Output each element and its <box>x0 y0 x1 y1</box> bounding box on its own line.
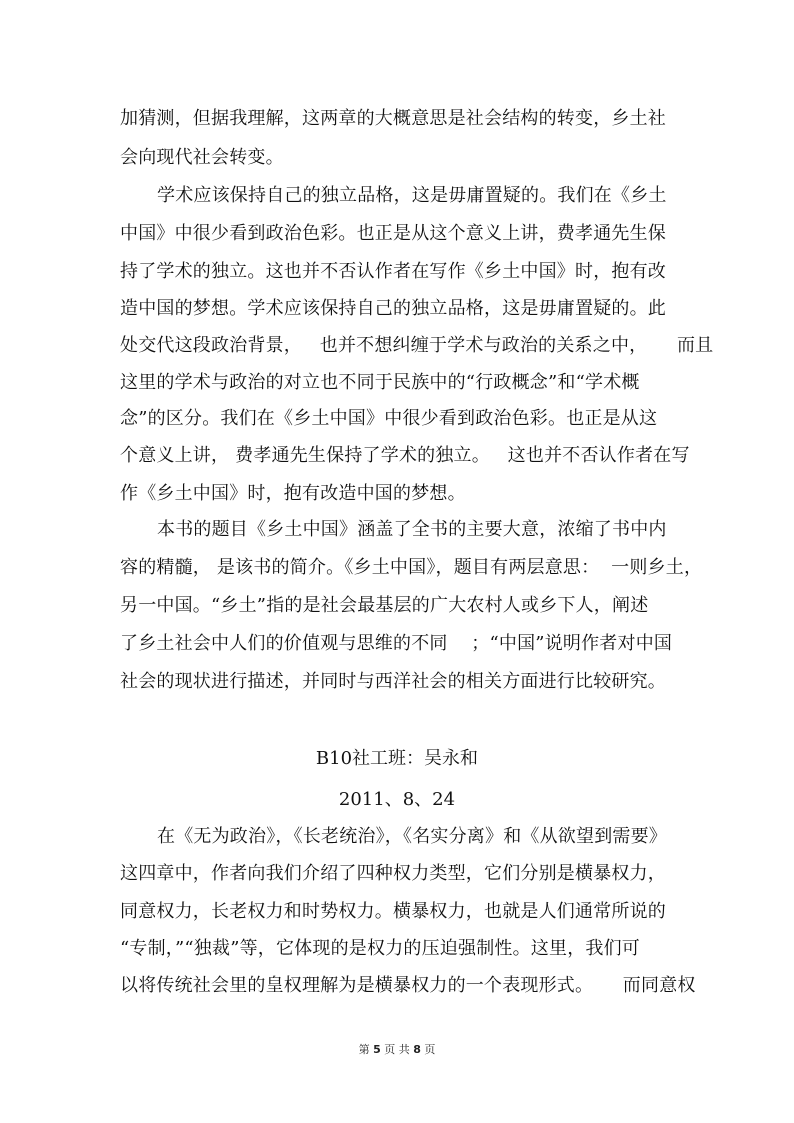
footer-current-page: 5 <box>373 1043 381 1056</box>
p2-line-2: 中国》中很少看到政治色彩。也正是从这个意义上讲，费孝通先生保 <box>120 223 666 244</box>
footer-total-pages: 8 <box>413 1043 421 1056</box>
p3-line-3: 另一中国。“乡土”指的是社会最基层的广大农村人或乡下人，阐述 <box>120 595 649 616</box>
p3-line-1: 本书的题目《乡土中国》涵盖了全书的主要大意，浓缩了书中内 <box>157 519 667 540</box>
p4-line-5: 以将传统社会里的皇权理解为是横暴权力的一个表现形式。 而同意权 <box>120 975 696 996</box>
footer-middle: 页 共 <box>384 1043 410 1056</box>
p2-line-4: 造中国的梦想。学术应该保持自己的独立品格，这是毋庸置疑的。此 <box>120 298 666 319</box>
p4-line-2: 这四章中，作者向我们介绍了四种权力类型，它们分别是横暴权力， <box>120 863 666 884</box>
p2-line-5: 处交代这段政治背景， 也并不想纠缠于学术与政治的关系之中， 而且 <box>120 335 714 356</box>
page-footer <box>0 1043 794 1057</box>
p4-line-1: 在《无为政治》，《长老统治》，《名实分离》和《从欲望到需要》 <box>157 826 667 847</box>
p2-line-8: 个意义上讲， 费孝通先生保持了学术的独立。 这也并不否认作者在写 <box>120 445 690 466</box>
p3-line-2: 容的精髓， 是该书的简介。《乡土中国》，题目有两层意思： 一则乡土， <box>120 557 703 578</box>
p2-line-6: 这里的学术与政治的对立也不同于民族中的“行政概念”和“学术概 <box>120 372 640 393</box>
p2-line-1: 学术应该保持自己的独立品格，这是毋庸置疑的。我们在《乡土 <box>157 185 667 206</box>
p3-line-4: 了乡土社会中人们的价值观与思维的不同 ；“中国”说明作者对中国 <box>120 633 673 654</box>
byline-author: B10社工班：吴永和 <box>315 748 479 769</box>
byline-date: 2011、8、24 <box>338 789 456 810</box>
p1-line-2: 会向现代社会转变。 <box>120 147 284 168</box>
p2-line-9: 作《乡土中国》时，抱有改造中国的梦想。 <box>120 483 466 504</box>
p2-line-7: 念”的区分。我们在《乡土中国》中很少看到政治色彩。也正是从这 <box>120 408 658 429</box>
footer-suffix: 页 <box>424 1043 436 1056</box>
p4-line-4: “专制，”“独裁”等，它体现的是权力的压迫强制性。这里，我们可 <box>120 938 641 959</box>
footer-prefix: 第 <box>358 1043 370 1056</box>
p3-line-5: 社会的现状进行描述，并同时与西洋社会的相关方面进行比较研究。 <box>120 671 666 692</box>
p1-line-1: 加猜测，但据我理解，这两章的大概意思是社会结构的转变，乡土社 <box>120 108 666 129</box>
p2-line-3: 持了学术的独立。这也并不否认作者在写作《乡土中国》时，抱有改 <box>120 261 666 282</box>
p4-line-3: 同意权力，长老权力和时势权力。横暴权力，也就是人们通常所说的 <box>120 901 666 922</box>
